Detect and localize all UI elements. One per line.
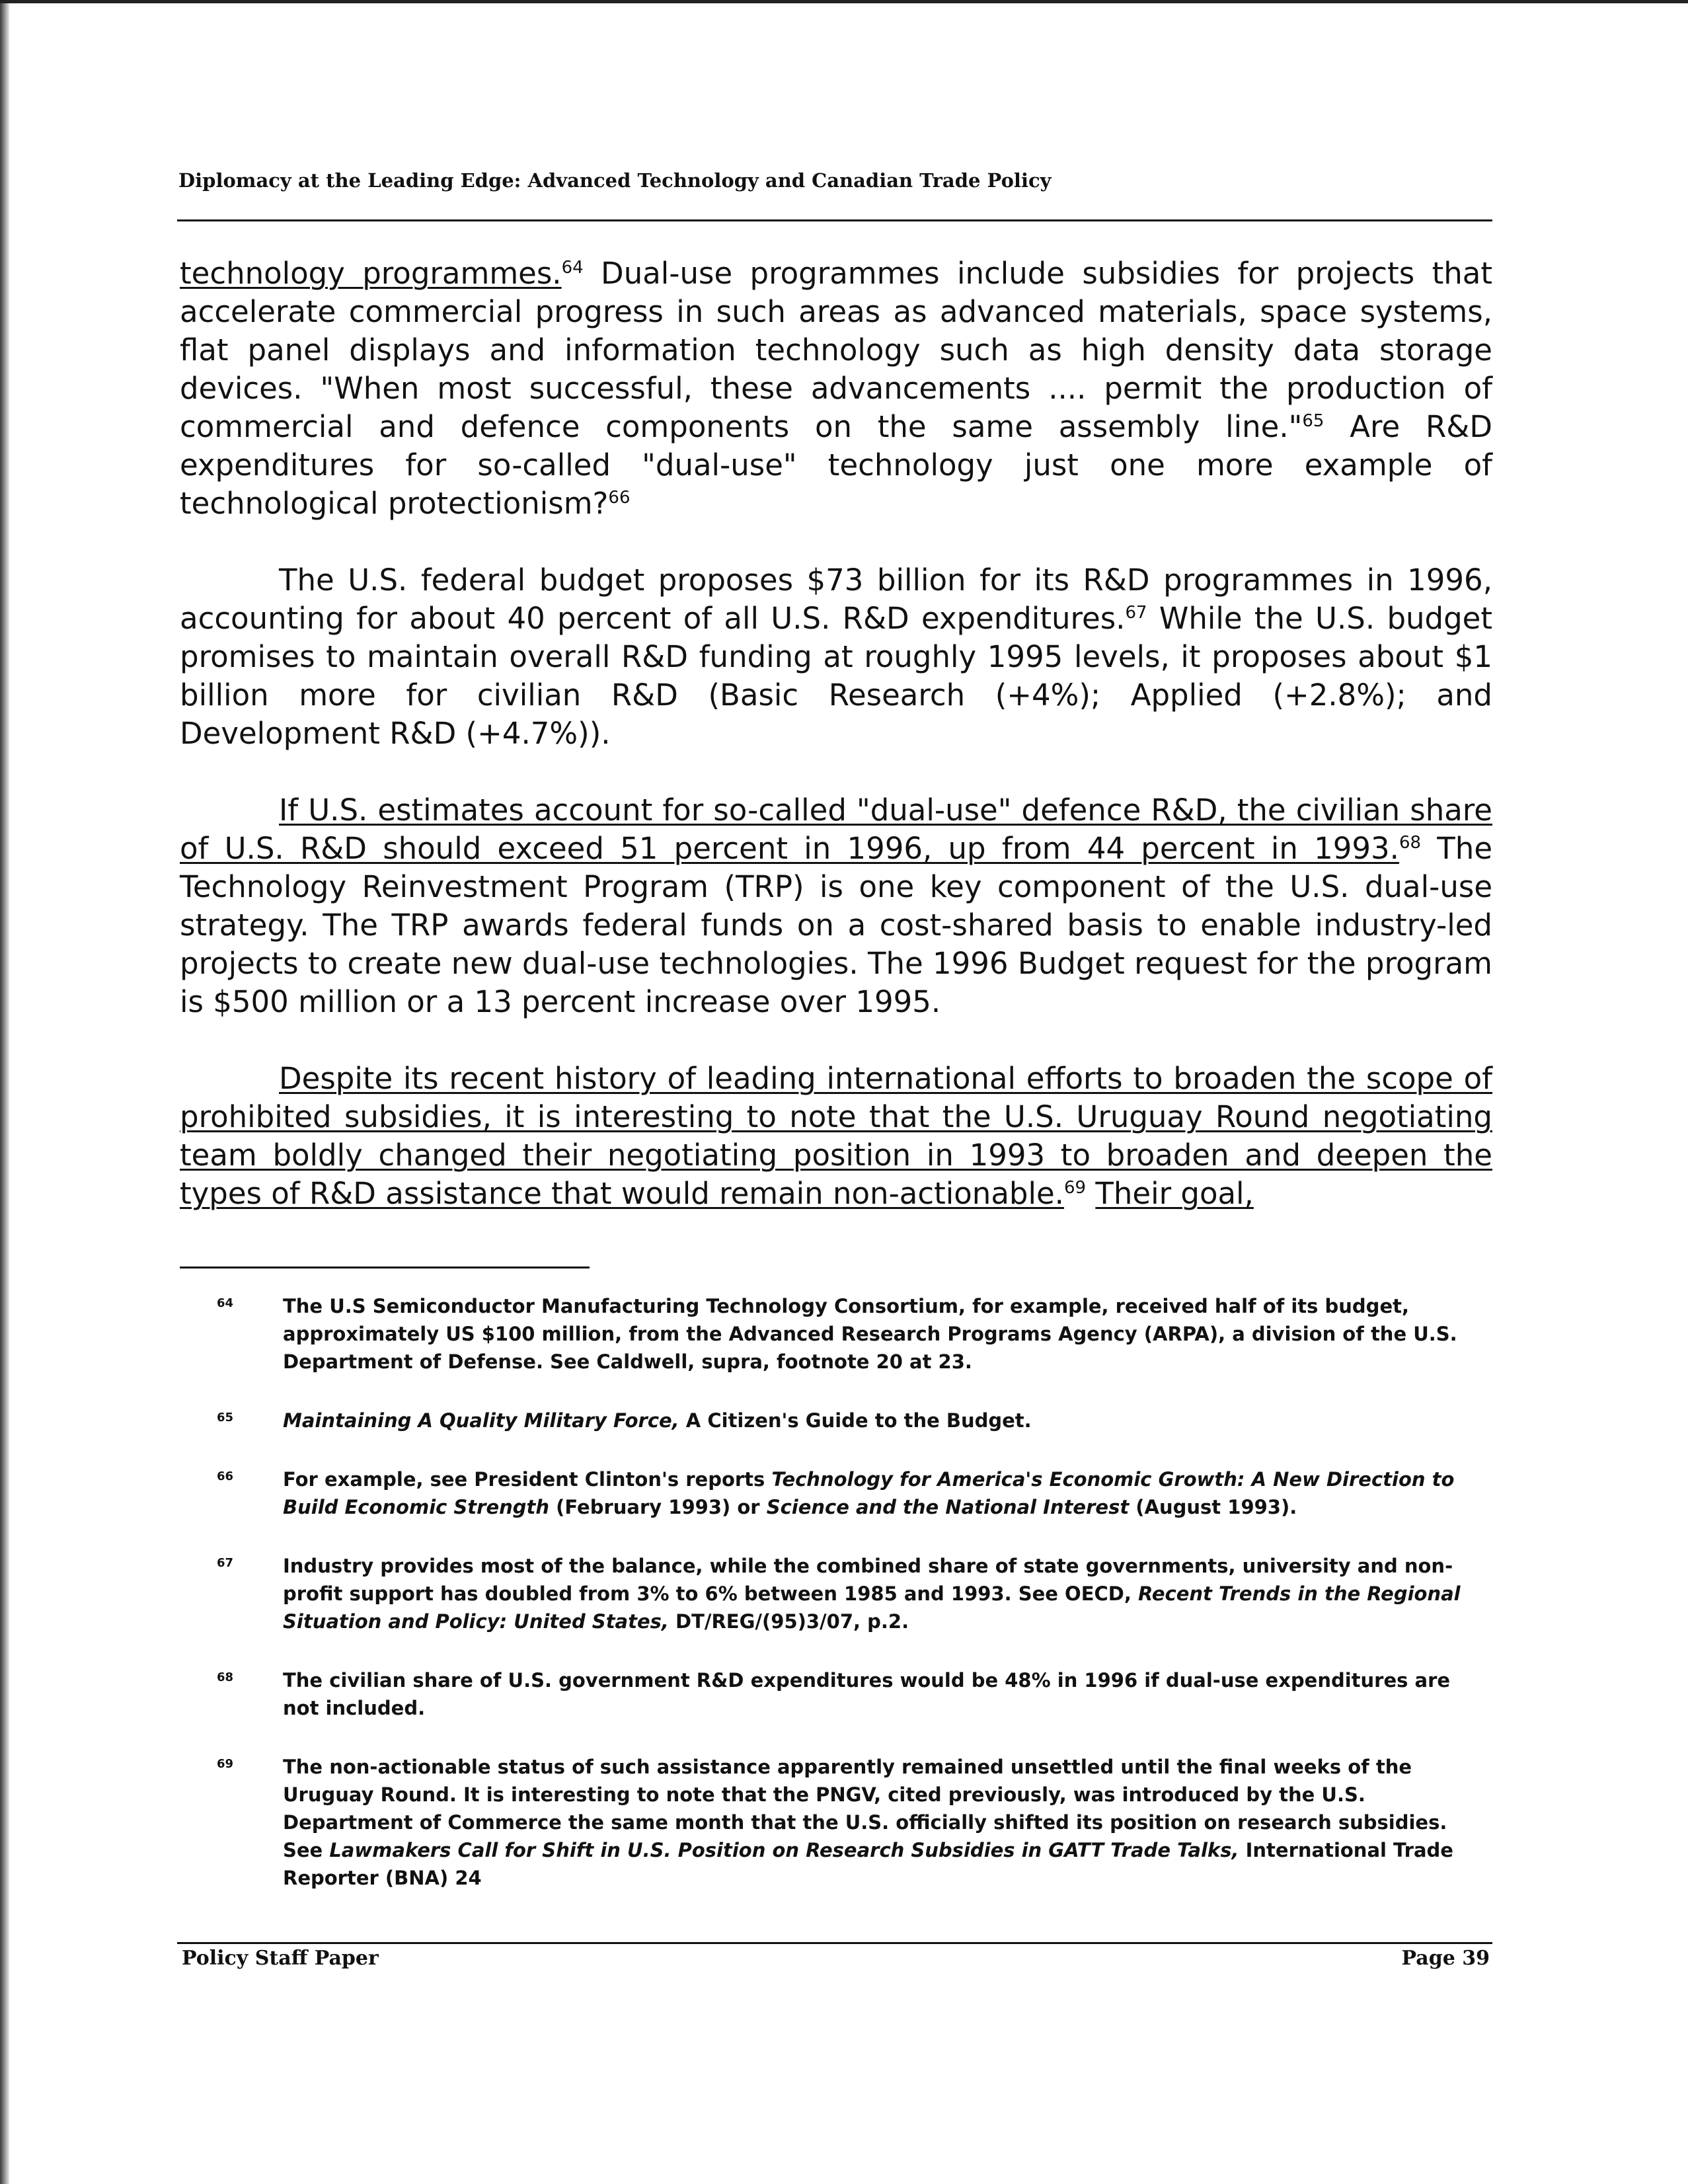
body-text bbox=[180, 254, 1492, 1251]
footnote-number: 68 bbox=[217, 1670, 234, 1684]
scan-edge-top bbox=[0, 0, 1688, 3]
running-header: Diplomacy at the Leading Edge: Advanced Technology and Canadian Trade Policy bbox=[178, 169, 1052, 192]
paragraph-text: While the U.S. budget promises to maintain overall R&D funding at roughly 1995 levels, it proposes about $1 billion more for civilian R&D (Basic Research (+4%); Applied (+2.8%); and Development R&D (+4.7%)). bbox=[180, 601, 1492, 751]
footnote-rule bbox=[180, 1267, 590, 1268]
footnote-ref: 69 bbox=[1063, 1178, 1087, 1198]
paragraph-text bbox=[1086, 1176, 1095, 1211]
header-rule bbox=[177, 219, 1492, 221]
footnote-text: The non-actionable status of such assistance apparently remained unsettled until the final weeks of the Uruguay Round. It is interesting to note that the PNGV, cited previously, was introduced by the U.S. Department of Commerce the same month that the U.S. officially shifted its position on research subsidies. See bbox=[283, 1756, 1447, 1861]
footer-series-title: Policy Staff Paper bbox=[182, 1947, 379, 1970]
footnote-text: A Citizen's Guide to the Budget. bbox=[679, 1409, 1032, 1432]
footnote-69 bbox=[217, 1753, 1492, 1892]
footnote-text: Industry provides most of the balance, while the combined share of state governments, university and non-profit support has doubled from 3% to 6% between 1985 and 1993. See OECD, bbox=[283, 1555, 1453, 1605]
footnote-text: For example, see President Clinton's reports bbox=[283, 1468, 772, 1491]
footnote-67 bbox=[217, 1552, 1492, 1635]
page-number: Page 39 bbox=[1401, 1947, 1490, 1970]
footnote-text: (August 1993). bbox=[1129, 1496, 1297, 1518]
footnote-number: 69 bbox=[217, 1757, 234, 1771]
paragraph-2 bbox=[180, 561, 1492, 753]
underlined-text: If U.S. estimates account for so-called "dual-use" defence R&D, the civilian share of U.S. R&D should exceed 51 percent in 1996, up from 44 percent in 1993. bbox=[180, 793, 1492, 866]
footnote-text: (February 1993) or bbox=[549, 1496, 767, 1518]
footnote-italic: Lawmakers Call for Shift in U.S. Position on Research Subsidies in GATT Trade Talks, bbox=[329, 1839, 1239, 1861]
footnote-text: The U.S Semiconductor Manufacturing Technology Consortium, for example, received half of its budget, approximately US $100 million, from the Advanced Research Programs Agency (ARPA), a division of the U.S. Department of Defense. See Caldwell, supra, footnote 20 at 23. bbox=[283, 1295, 1457, 1373]
footnote-ref: 65 bbox=[1302, 411, 1324, 431]
scan-edge-left bbox=[0, 0, 9, 2184]
underlined-text: technology programmes. bbox=[180, 256, 562, 291]
footnote-number: 65 bbox=[217, 1411, 234, 1424]
footnote-italic: Recent Trends in the Regional Situation and Policy: United States, bbox=[283, 1582, 1461, 1633]
footnote-number: 66 bbox=[217, 1469, 234, 1483]
footnote-ref: 67 bbox=[1125, 603, 1147, 623]
footnote-text: The civilian share of U.S. government R&D expenditures would be 48% in 1996 if dual-use expenditures are not included. bbox=[283, 1669, 1451, 1719]
footnote-65 bbox=[217, 1407, 1492, 1434]
footnotes bbox=[217, 1292, 1492, 1923]
footnote-italic: Science and the National Interest bbox=[766, 1496, 1130, 1518]
footnote-ref: 66 bbox=[608, 488, 631, 508]
underlined-text: Despite its recent history of leading international efforts to broaden the scope of prohibited subsidies, it is interesting to note that the U.S. Uruguay Round negotiating team boldly changed their negotiating position in 1993 to broaden and deepen the types of R&D assistance that would remain non-actionable. bbox=[180, 1061, 1492, 1211]
footnote-ref: 68 bbox=[1399, 833, 1422, 853]
paragraph-1 bbox=[180, 254, 1492, 523]
paragraph-4 bbox=[180, 1060, 1492, 1213]
footer-rule bbox=[177, 1942, 1492, 1944]
footnote-text: DT/REG/(95)3/07, p.2. bbox=[668, 1610, 909, 1633]
footnote-italic: Technology for America's Economic Growth: A New Direction to Build Economic Strength bbox=[283, 1468, 1455, 1518]
underlined-text: Their goal, bbox=[1095, 1176, 1254, 1211]
footnote-italic: Maintaining A Quality Military Force, bbox=[283, 1409, 679, 1432]
footnote-text: International Trade Reporter (BNA) 24 bbox=[283, 1839, 1453, 1889]
paragraph-text: Are R&D expenditures for so-called "dual-use" technology just one more example of technological protectionism? bbox=[180, 409, 1492, 521]
paragraph-text: Dual-use programmes include subsidies for projects that accelerate commercial progress in such areas as advanced materials, space systems, flat panel displays and information technology such as high density data storage devices. "When most successful, these advancements .... permit the production of commercial and defence components on the same assembly line." bbox=[180, 256, 1492, 444]
footnote-ref: 64 bbox=[561, 258, 584, 278]
footnote-64 bbox=[217, 1292, 1492, 1376]
footnote-66 bbox=[217, 1465, 1492, 1521]
footnote-number: 67 bbox=[217, 1556, 234, 1570]
paragraph-text: The U.S. federal budget proposes $73 billion for its R&D programmes in 1996, accounting for about 40 percent of all U.S. R&D expenditures. bbox=[180, 563, 1492, 636]
footnote-68 bbox=[217, 1666, 1492, 1722]
footnote-number: 64 bbox=[217, 1296, 234, 1310]
paragraph-text: The Technology Reinvestment Program (TRP) is one key component of the U.S. dual-use strategy. The TRP awards federal funds on a cost-shared basis to enable industry-led projects to create new dual-use technologies. The 1996 Budget request for the program is $500 million or a 13 percent increase over 1995. bbox=[180, 831, 1493, 1019]
paragraph-3 bbox=[180, 791, 1492, 1021]
